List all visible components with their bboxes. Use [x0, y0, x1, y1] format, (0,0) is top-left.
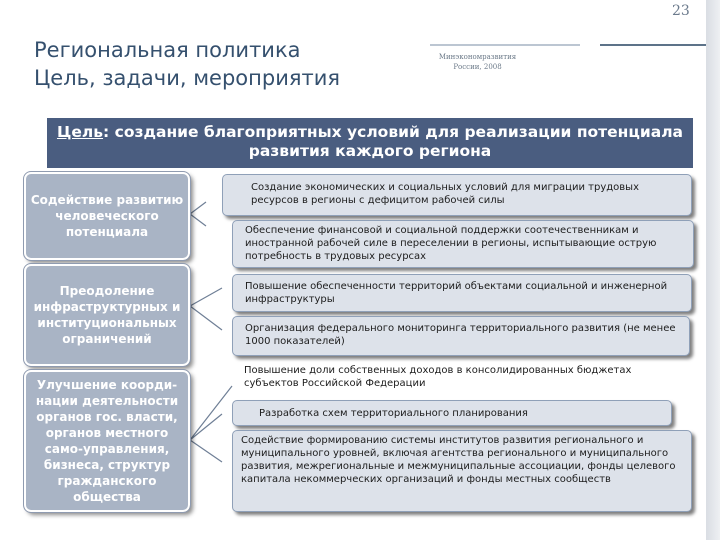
- task-box-3: [24, 370, 190, 512]
- measure-box-6: [232, 400, 672, 426]
- source-year: России, 2008: [453, 63, 502, 71]
- task-text-1: Содействие развитию человеческого потенциала: [30, 193, 184, 239]
- task-box-2: [24, 264, 190, 366]
- measure-box-3: [232, 274, 692, 312]
- task-text-2: Преодоление инфраструктурных и институциональных ограничений: [33, 284, 181, 346]
- source-org: Минэкономразвития: [438, 53, 517, 61]
- connector-task1: [190, 202, 206, 226]
- measure-text-5: Повышение доли собственных доходов в консолидированных бюджетах субъектов Российской Федерации: [244, 365, 632, 389]
- measure-box-4: [232, 316, 690, 356]
- measure-text-6: Разработка схем территориального планирования: [259, 408, 528, 419]
- measure-box-2: [232, 220, 694, 268]
- measure-text-7: Содействие формированию системы институтов развития регионального и муниципального уровней, включая агентства регионального и муниципального развития, межрегиональные и межмуниципальные ассоциации, фонды целевого капитала некоммерческих организаций и фонды местных сообществ: [241, 435, 676, 485]
- title-line-1: Региональная политика: [34, 38, 301, 62]
- task-text-3: Улучшение коорди-нации деятельности органов гос. власти, органов местного само-управления, бизнеса, структур гражданского общества: [35, 378, 179, 504]
- measure-text-1: Создание экономических и социальных условий для миграции трудовых ресурсов в регионы с дефицитом рабочей силы: [251, 182, 639, 206]
- connector-task3: [190, 386, 232, 462]
- task-box-1: [24, 172, 190, 260]
- measure-box-7: [232, 430, 692, 512]
- title-line-2: Цель, задачи, мероприятия: [34, 66, 340, 90]
- measure-text-4: Организация федерального мониторинга территориального развития (не менее 1000 показателей): [245, 323, 676, 347]
- goal-text: : создание благоприятных условий для реализации потенциала развития каждого региона: [103, 123, 684, 160]
- measure-text-2: Обеспечение финансовой и социальной поддержки соотечественникам и иностранной рабочей силе в переселении в регионы, испытывающие острую потребность в трудовых ресурсах: [245, 225, 657, 262]
- measure-text-3: Повышение обеспеченности территорий объектами социальной и инженерной инфраструктуры: [245, 281, 668, 305]
- measure-box-1: [222, 174, 692, 216]
- connector-task2: [190, 288, 222, 330]
- goal-label: Цель: [56, 123, 104, 141]
- page-number: 23: [672, 3, 690, 19]
